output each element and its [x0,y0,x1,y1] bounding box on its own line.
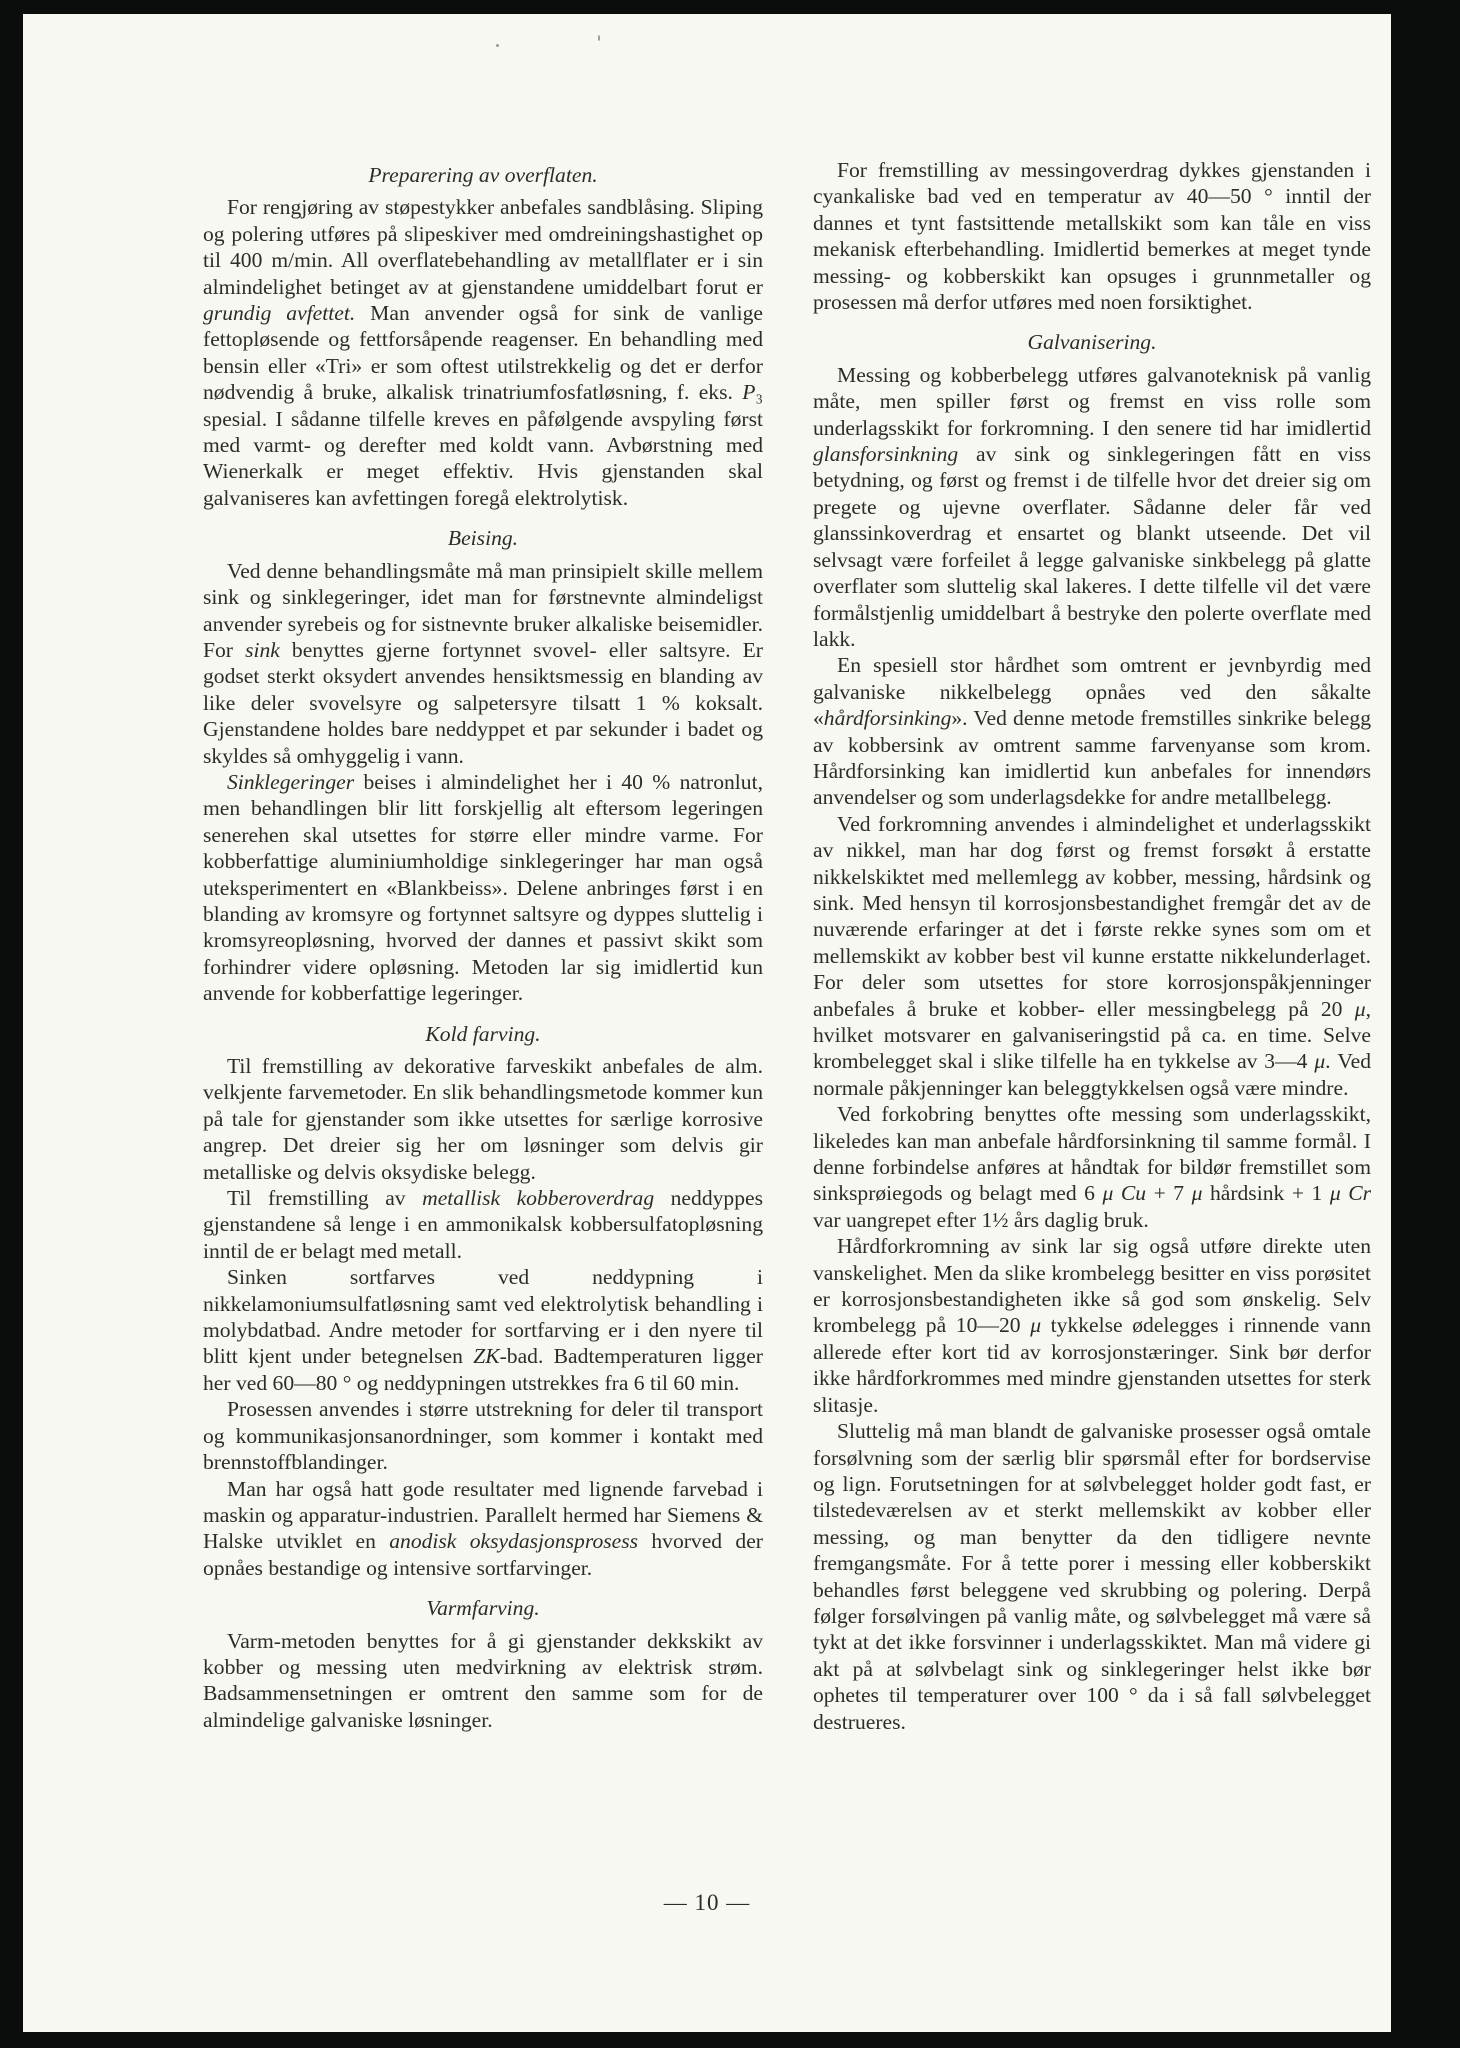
body-paragraph [203,194,763,511]
body-paragraph [203,558,763,769]
text-run: Man har også hatt gode resultater med lignende farvebad i maskin og apparatur-industrien. Parallelt hermed har Siemens & Halske utviklet en [203,1476,763,1554]
text-run: . Ved normale påkjenninger kan beleggtykkelsen også være mindre. [813,1049,1371,1100]
body-paragraph [203,1053,763,1185]
italic-text: μ Cr [1329,1181,1372,1206]
italic-text: μ [1314,1049,1326,1074]
section-heading: Preparering av overflaten. [368,163,598,187]
body-paragraph [203,769,763,1007]
body-paragraph [203,1476,763,1582]
scan-speck [496,44,499,47]
text-run: ». Ved denne metode fremstilles sinkrike belegg av kobbersink av omtrent samme farvenyanse som krom. Hårdforsinking kan imidlertid kun anbefales for innendørs anvendelser og som underlagsdekke for andre metallbelegg. [813,706,1371,810]
text-run: Til fremstilling av dekorative farveskikt anbefales de alm. velkjente farvemetoder. En slik behandlingsmetode kommer kun på tale for gjenstander som ikke utsettes for særlige korrosive angrep. Det dreier sig her om løsninger som delvis gir metalliske og delvis oksydiske belegg. [203,1054,763,1184]
italic-text: ZK [473,1344,500,1369]
text-run: + 7 [1146,1181,1192,1206]
italic-text: grundig avfettet. [203,301,356,326]
text-run: Messing og kobberbelegg utføres galvanoteknisk på vanlig måte, men spiller først og fremst en viss rolle som underlagsskikt for forkromning. I den senere tid har imidlertid [813,362,1371,440]
body-paragraph [813,362,1371,652]
body-paragraph [203,1628,763,1734]
text-run: Hårdforkromning av sink lar sig også utføre direkte uten vanskelighet. Men da slike krombelegg besitter en viss porøsitet er korrosjonsbestandigheten ikke så god som ønskelig. Selv krombelegg på 10—20 [813,1234,1371,1338]
text-run: Sinken sortfarves ved neddypning i nikkelamoniumsulfatløsning samt ved elektrolytisk behandling i molybdatbad. Andre metoder for sortfarving er i den nyere til blitt kjent under betegnelsen [203,1265,763,1369]
section-heading: Kold farving. [425,1021,541,1046]
right-column [813,157,1371,1735]
italic-text: μ [1191,1181,1203,1206]
body-paragraph [203,1264,763,1396]
text-run: Ved forkobring benyttes ofte messing som underlagsskikt, likeledes kan man anbefale hårdforsinkning til samme formål. I denne forbindelse anføres at håndtak for bildør fremstillet som sinksprøiegods og belagt med 6 [813,1102,1371,1206]
italic-text: P [742,380,756,405]
italic-text: Sinklegeringer [227,769,355,794]
italic-text: μ Cu [1102,1181,1147,1206]
text-run: Til fremstilling av [227,1186,423,1211]
section-heading: Galvanisering. [1027,330,1157,355]
text-run: For fremstilling av messingoverdrag dykkes gjenstanden i cyankaliske bad ved en temperatur av 40—50 ° inntil der dannes et tynt fastsittende metallskikt som kan tåle en viss mekanisk efterbehandling. Imidlertid bemerkes at meget tynde messing- og kobberskikt kan opsuges i grunnmetaller og prosessen må derfor utføres med noen forsiktighet. [813,158,1371,315]
text-run: beises i almindelighet her i 40 % natronlut, men behandlingen blir litt forskjellig alt eftersom legeringen senerehen skal utsettes for større eller mindre varme. For kobberfattige aluminiumholdige sinklegeringer har man også uteksperimentert en «Blankbeiss». Delene anbringes først i en blanding av kromsyre og fortynnet saltsyre og dyppes sluttelig i kromsyreopløsning, hvorved der dannes et passivt skikt som forhindrer videre opløsning. Metoden lar sig imidlertid kun anvende for kobberfattige legeringer. [203,769,763,1006]
text-run: hårdsink + 1 [1202,1181,1330,1206]
body-paragraph [813,1101,1371,1233]
italic-text: hårdforsinking [823,706,952,731]
body-paragraph [813,157,1371,315]
text-run: -bad. Badtemperaturen ligger her ved 60—80 ° og neddypningen utstrekkes fra 6 til 60 min. [203,1344,763,1395]
text-run: Ved denne behandlingsmåte må man prinsipielt skille mellem sink og sinklegeringer, idet man for førstnevnte almindeligst anvender syrebeis og for sistnevnte bruker alkaliske beisemidler. For [203,558,763,662]
text-run: For rengjøring av støpestykker anbefales sandblåsing. Sliping og polering utføres på slipeskiver med omdreiningshastighet op til 400 m/min. All overflatebehandling av metallflater er i sin almindelighet betinget av at gjenstandene umiddelbart forut er [203,195,763,299]
text-run: neddyppes gjenstandene så lenge i en ammonikalsk kobbersulfatopløsning inntil de er belagt med metall. [203,1186,763,1263]
scan-speck [598,35,600,41]
text-run: En spesiell stor hårdhet som omtrent er jevnbyrdig med galvaniske nikkelbelegg opnåes ved den såkalte « [813,653,1371,731]
text-run: Prosessen anvendes i større utstrekning for deler til transport og kommunikasjonsanordninger, som kommer i kontakt med brennstoffblandinger. [203,1397,763,1475]
italic-text: μ [1354,996,1366,1021]
text-run: Man anvender også for sink de vanlige fettopløsende og fettforsåpende reagenser. En behandling med bensin eller «Tri» er som oftest utilstrekkelig og det er derfor nødvendig å bruke, alkalisk trinatriumfosfatløsning, f. eks. [203,301,764,405]
text-run: Varm-metoden benyttes for å gi gjenstander dekkskikt av kobber og messing uten medvirkning av elektrisk strøm. Badsammensetningen er omtrent den samme som for de almindelige galvaniske løsninger. [203,1628,763,1732]
body-paragraph [813,1233,1371,1418]
body-paragraph [813,811,1371,1101]
italic-text: metallisk kobberoverdrag [422,1186,655,1211]
page-number: — 10 — [663,1890,751,1915]
text-run: Sluttelig må man blandt de galvaniske prosesser også omtale forsølvning som der særlig blir spørsmål efter for bordservise og lign. Forutsetningen for at sølvbelegget holder godt fast, er tilstedeværelsen av et sterkt mellemskikt av kobber eller messing, og man benytter da den tidligere nevnte fremgangsmåte. For å tette porer i messing eller kobberskikt behandles først beleggene ved skrubbing og polering. Derpå følger forsølvingen på vanlig måte, og sølvbelegget må være så tykt at det ikke forsvinner i underlagsskiktet. Man må videre gi akt på at sølvbelagt sink og sinklegeringer helst ikke bør ophetes til temperaturer over 100 ° da i så fall sølvbelegget destrueres. [813,1419,1371,1734]
body-paragraph [813,652,1371,810]
italic-text: sink [245,637,280,662]
text-run: ₃ spesial. I sådanne tilfelle kreves en påfølgende avspyling først med varmt- og derefter med koldt vann. Avbørstning med Wienerkalk er meget effektiv. Hvis gjenstanden skal galvaniseres kan avfettingen foregå elektrolytisk. [203,380,763,510]
text-run: av sink og sinklegeringen fått en viss betydning, og først og fremst i de tilfelle hvor det dreier sig om pregete og ujevne overflater. Sådanne deler får ved glanssinkoverdrag et ensartet og blankt utseende. Det vil selvsagt være forfeilet å legge galvaniske sinkbelegg på glatte overflater som sluttelig skal lakeres. I dette tilfelle vil det være formålstjenlig umiddelbart å bestryke den polerte overflate med lakk. [813,442,1371,651]
left-column [203,162,763,1733]
italic-text: glansforsinkning [813,442,959,467]
body-paragraph [203,1185,763,1264]
scanned-page [23,14,1391,2032]
body-paragraph [813,1418,1371,1735]
text-run: , hvilket motsvarer en galvaniseringstid på ca. en time. Selve krombelegget skal i slike tilfelle ha en tykkelse av 3—4 [813,996,1371,1074]
section-heading: Beising. [447,526,519,551]
text-run: benyttes gjerne fortynnet svovel- eller saltsyre. Er godset sterkt oksydert anvendes hensiktsmessig en blanding av like deler svovelsyre og salpetersyre tilsatt 1 % koksalt. Gjenstandene holdes bare neddyppet et par sekunder i badet og skyldes så omhyggelig i vann. [203,637,763,768]
text-run: var uangrepet efter 1½ års daglig bruk. [813,1207,1149,1232]
italic-text: anodisk oksydasjonsprosess [389,1529,639,1554]
text-run: hvorved der opnåes bestandige og intensive sortfarvinger. [203,1529,763,1580]
text-run: Ved forkromning anvendes i almindelighet et underlagsskikt av nikkel, man har dog først og fremst forsøkt å erstatte nikkelskiktet med mellemlegg av kobber, messing, hårdsink og sink. Med hensyn til korrosjonsbestandighet fremgår det av de nuværende erfaringer at det i første rekke synes som om et mellemskikt av kobber best vil kunne erstatte nikkelunderlaget. For deler som utsettes for store korrosjonspåkjenninger anbefales å bruke et kobber- eller messingbelegg på 20 [813,811,1371,1021]
italic-text: μ [1030,1313,1042,1338]
body-paragraph [203,1396,763,1475]
section-heading: Varmfarving. [426,1596,540,1621]
text-run: tykkelse ødelegges i rinnende vann allerede efter kort tid av korrosjonstæringer. Sink bør derfor ikke hårdforkrommes med mindre gjenstanden utsettes for sterk slitasje. [813,1313,1371,1417]
